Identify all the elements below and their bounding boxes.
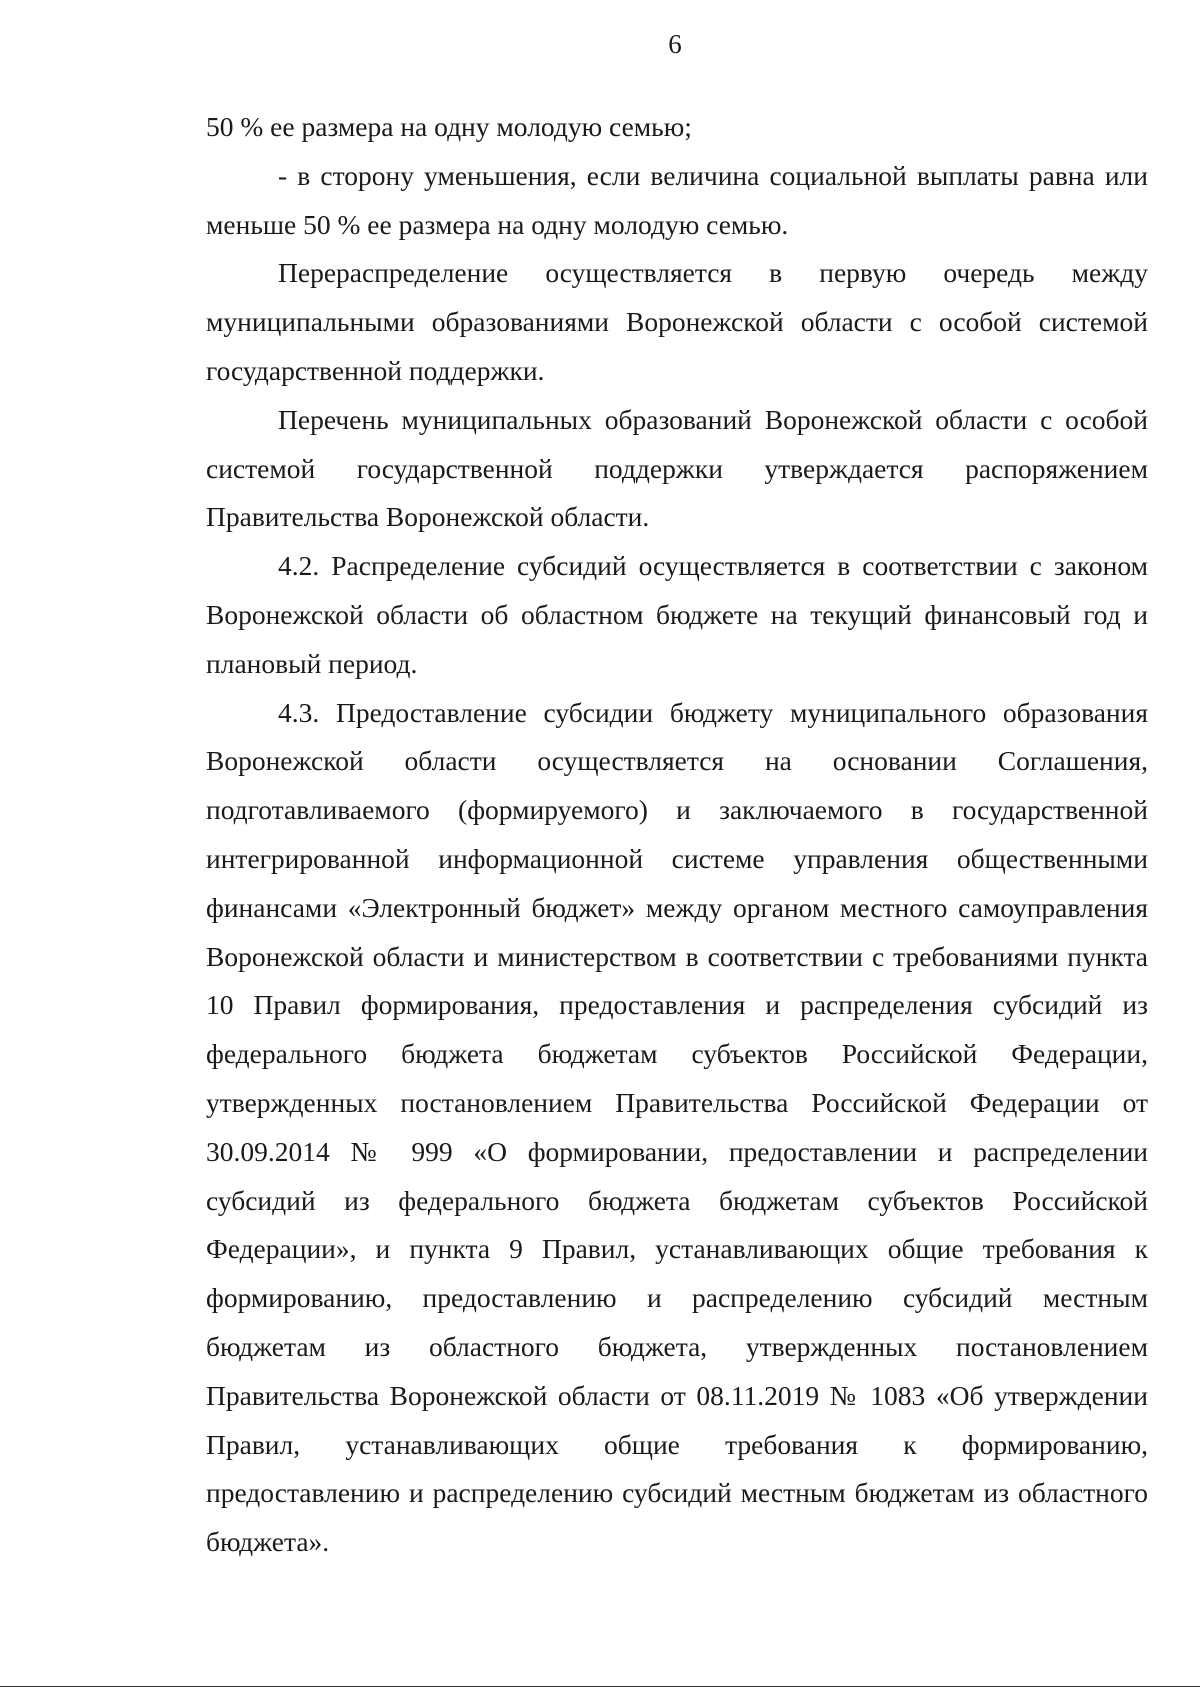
paragraph-section-4-3: 4.3. Предоставление субсидии бюджету муниципального образования Воронежской области осуществляется на основании Соглашения, подготавливаемого (формируемого) и заключаемого в государственной интегрированной информационной системе управления общественными финансами «Электронный бюджет» между органом местного самоуправления Воронежской области и министерством в соответствии с требованиями пункта 10 Правил формирования, предоставления и распределения субсидий из федерального бюджета бюджетам субъектов Российской Федерации, утвержденных постановлением Правительства Российской Федерации от 30.09.2014 № 999 «О формировании, предоставлении и распределении субсидий из федерального бюджета бюджетам субъектов Российской Федерации», и пункта 9 Правил, устанавливающих общие требования к формированию, предоставлению и распределению субсидий местным бюджетам из областного бюджета, утвержденных постановлением Правительства Воронежской области от 08.11.2019 № 1083 «Об утверждении Правил, устанавливающих общие требования к формированию, предоставлению и распределению субсидий местным бюджетам из областного бюджета».	[206, 696, 1148, 1558]
paragraph-continuation: 50 % ее размера на одну молодую семью;	[206, 111, 692, 142]
paragraph-municipalities-list: Перечень муниципальных образований Воронежской области с особой системой государственной поддержки утверждается распоряжением Правительства Воронежской области.	[206, 403, 1148, 533]
paragraph-section-4-2: 4.2. Распределение субсидий осуществляется в соответствии с законом Воронежской области об областном бюджете на текущий финансовый год и плановый период.	[206, 550, 1148, 679]
page-number: 6	[668, 29, 682, 59]
paragraph-redistribution: Перераспределение осуществляется в первую очередь между муниципальными образованиями Воронежской области с особой системой государственной поддержки.	[206, 257, 1148, 386]
paragraph-decrease-rule: - в сторону уменьшения, если величина социальной выплаты равна или меньше 50 % ее размера на одну молодую семью.	[206, 159, 1148, 240]
document-body	[206, 103, 1148, 1567]
bottom-rule	[0, 1686, 1200, 1687]
